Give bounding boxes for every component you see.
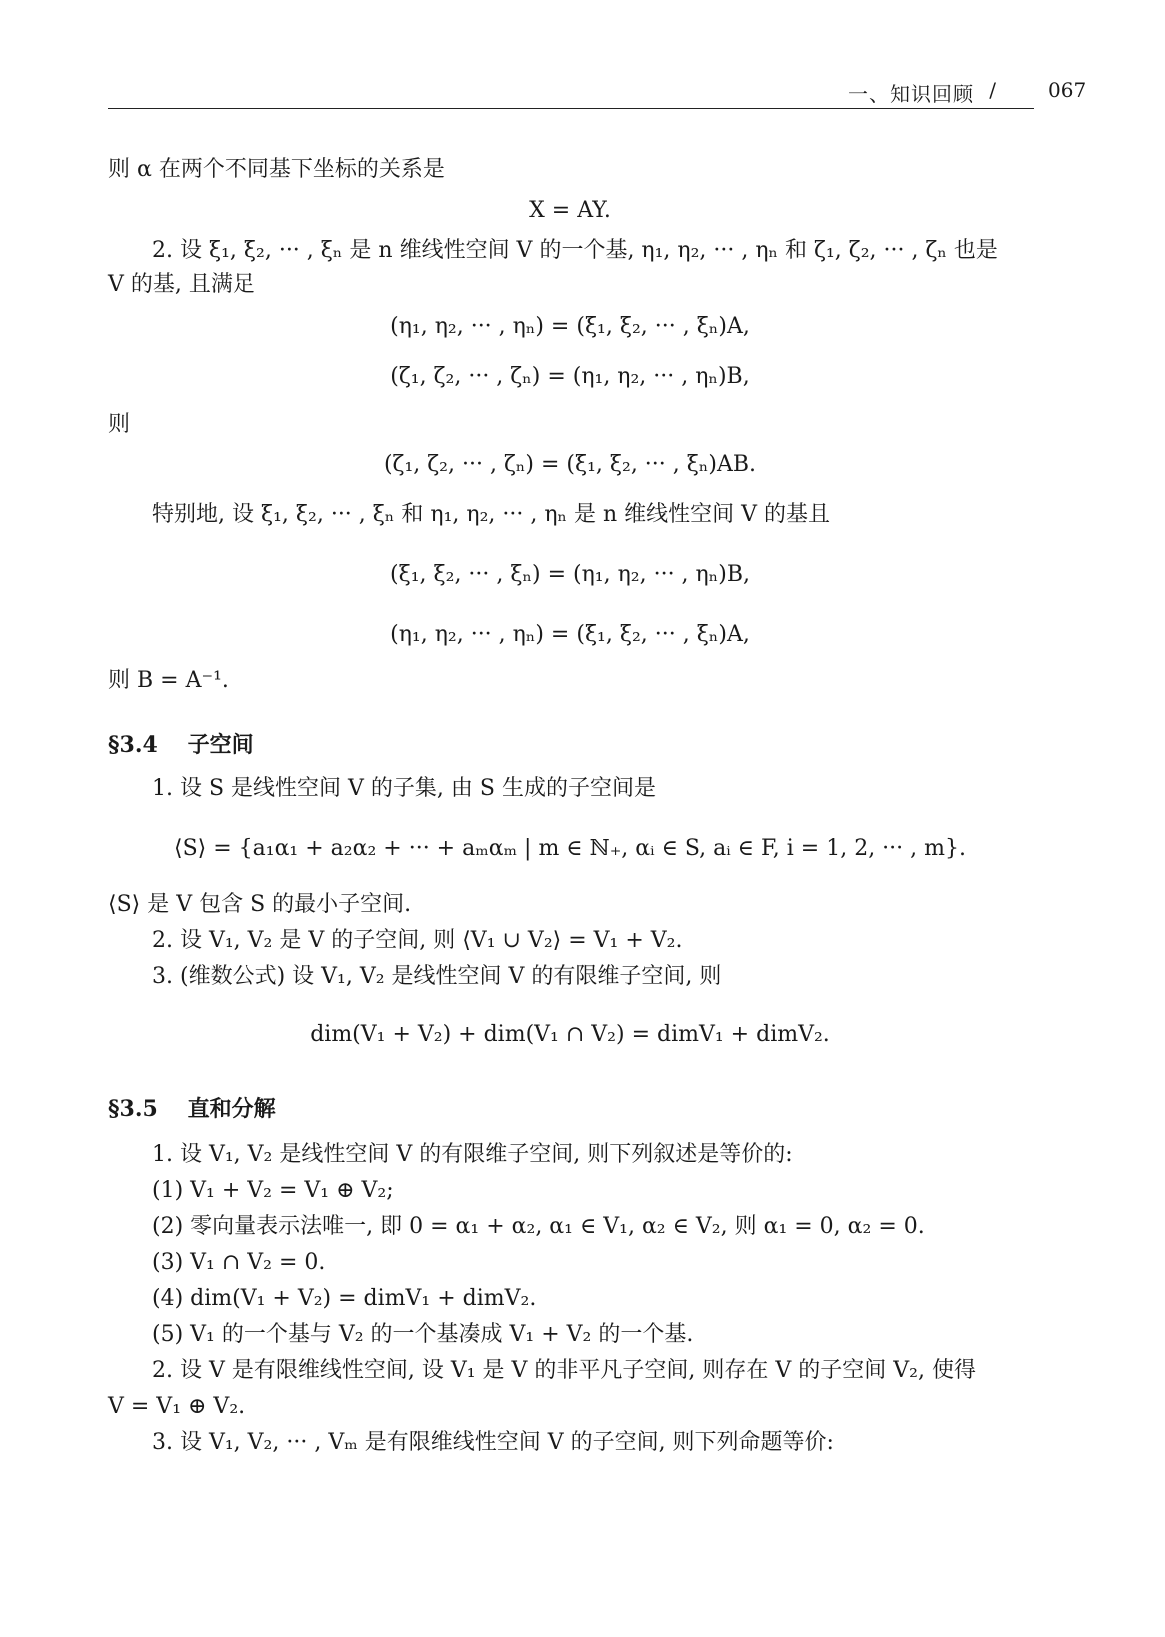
text-line: 3. (维数公式) 设 V₁, V₂ 是线性空间 V 的有限维子空间, 则 (152, 964, 722, 989)
text-line: V = V₁ ⊕ V₂. (108, 1394, 246, 1419)
header-title: 一、知识回顾 (848, 82, 974, 106)
text-line: 2. 设 V 是有限维线性空间, 设 V₁ 是 V 的非平凡子空间, 则存在 V 的子空间 V₂, 使得 (152, 1358, 976, 1383)
equation: ⟨S⟩ = {a₁α₁ + a₂α₂ + ··· + aₘαₘ | m ∈ ℕ₊, αᵢ ∈ S, aᵢ ∈ F, i = 1, 2, ··· , m}. (173, 836, 966, 861)
text-line: 1. 设 S 是线性空间 V 的子集, 由 S 生成的子空间是 (152, 776, 656, 801)
text-line: 则 (108, 412, 131, 437)
text-line: 则 α 在两个不同基下坐标的关系是 (108, 157, 445, 182)
section-heading (108, 728, 254, 759)
text-line: (1) V₁ + V₂ = V₁ ⊕ V₂; (152, 1178, 394, 1203)
text-line: V 的基, 且满足 (108, 272, 255, 297)
section-heading (108, 1092, 276, 1123)
text-line: 特别地, 设 ξ₁, ξ₂, ··· , ξₙ 和 η₁, η₂, ··· , ηₙ 是 n 维线性空间 V 的基且 (152, 502, 831, 527)
section-number: §3.4 (108, 732, 158, 758)
text-line: 2. 设 V₁, V₂ 是 V 的子空间, 则 ⟨V₁ ∪ V₂⟩ = V₁ + V₂. (152, 928, 683, 953)
header-separator: / (989, 78, 996, 102)
text-line: ⟨S⟩ 是 V 包含 S 的最小子空间. (108, 892, 412, 917)
text-line: 1. 设 V₁, V₂ 是线性空间 V 的有限维子空间, 则下列叙述是等价的: (152, 1142, 793, 1167)
equation: (η₁, η₂, ··· , ηₙ) = (ξ₁, ξ₂, ··· , ξₙ)A, (390, 622, 750, 647)
section-title: 子空间 (187, 732, 254, 758)
equation: (ξ₁, ξ₂, ··· , ξₙ) = (η₁, η₂, ··· , ηₙ)B, (390, 562, 750, 587)
equation: (ζ₁, ζ₂, ··· , ζₙ) = (ξ₁, ξ₂, ··· , ξₙ)AB. (383, 452, 757, 477)
page-number: 067 (1048, 78, 1087, 102)
text-line: (4) dim(V₁ + V₂) = dimV₁ + dimV₂. (152, 1286, 537, 1311)
running-header (108, 78, 1034, 109)
equation: dim(V₁ + V₂) + dim(V₁ ∩ V₂) = dimV₁ + dimV₂. (310, 1022, 830, 1047)
section-number: §3.5 (108, 1096, 158, 1122)
equation: (η₁, η₂, ··· , ηₙ) = (ξ₁, ξ₂, ··· , ξₙ)A, (390, 314, 750, 339)
section-title: 直和分解 (187, 1096, 276, 1122)
text-line: (5) V₁ 的一个基与 V₂ 的一个基凑成 V₁ + V₂ 的一个基. (152, 1322, 694, 1347)
text-line: (2) 零向量表示法唯一, 即 0 = α₁ + α₂, α₁ ∈ V₁, α₂ ∈ V₂, 则 α₁ = 0, α₂ = 0. (152, 1214, 925, 1239)
text-line: 2. 设 ξ₁, ξ₂, ··· , ξₙ 是 n 维线性空间 V 的一个基, η₁, η₂, ··· , ηₙ 和 ζ₁, ζ₂, ··· , ζₙ 也是 (152, 238, 998, 263)
equation: X = AY. (529, 198, 611, 223)
text-line: 则 B = A⁻¹. (108, 668, 229, 693)
text-line: (3) V₁ ∩ V₂ = 0. (152, 1250, 326, 1275)
text-line: 3. 设 V₁, V₂, ··· , Vₘ 是有限维线性空间 V 的子空间, 则下列命题等价: (152, 1430, 834, 1455)
equation: (ζ₁, ζ₂, ··· , ζₙ) = (η₁, η₂, ··· , ηₙ)B, (390, 364, 750, 389)
